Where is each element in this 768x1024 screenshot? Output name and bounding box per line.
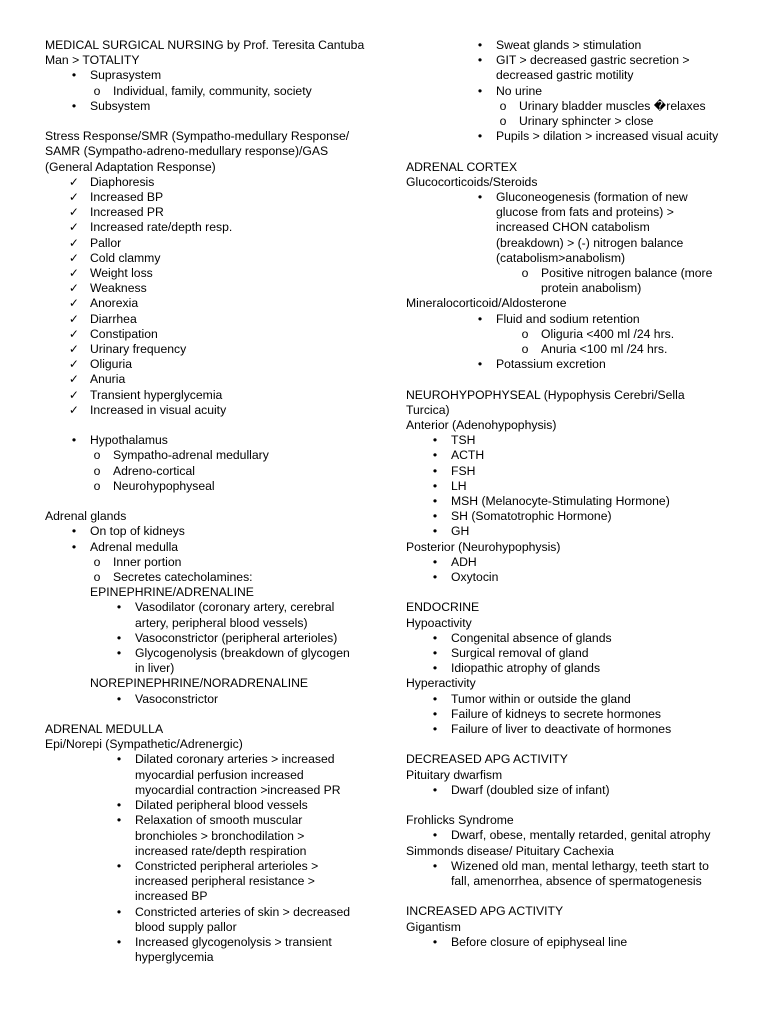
bullet-icon (474, 129, 486, 144)
list-item-continuation (45, 829, 385, 844)
list-item-text: hyperglycemia (135, 950, 214, 965)
list-item-text: artery, peripheral blood vessels) (135, 615, 308, 630)
list-item (45, 631, 385, 646)
blank-line (406, 372, 746, 387)
text-line: Adrenal glands (45, 509, 127, 524)
list-item-text: Potassium excretion (496, 357, 606, 372)
list-item-text: Sweat glands > stimulation (496, 38, 642, 52)
bullet-icon (68, 68, 80, 83)
list-item (45, 403, 385, 418)
list-item (45, 175, 385, 190)
list-item (45, 190, 385, 205)
checkmark-icon (68, 312, 80, 327)
list-item-text: Glycogenolysis (breakdown of glycogen (135, 646, 350, 661)
list-item-text: (breakdown) > (-) nitrogen balance (496, 235, 684, 250)
list-item-text: Failure of kidneys to secrete hormones (451, 706, 661, 721)
list-item-text: Idiopathic atrophy of glands (451, 661, 601, 676)
list-item-text: Pallor (90, 235, 122, 250)
list-item (406, 631, 746, 646)
list-item-text: Diaphoresis (90, 174, 155, 189)
bullet-icon (474, 357, 486, 372)
list-item-continuation (45, 585, 385, 600)
blank-line (45, 494, 385, 509)
list-item-text: Failure of liver to deactivate of hormones (451, 722, 672, 737)
list-item-text: Vasodilator (coronary artery, cerebral (135, 600, 335, 615)
circle-bullet-icon (91, 84, 103, 99)
list-item (45, 935, 385, 950)
text-line: ADRENAL CORTEX (406, 159, 518, 174)
list-item (406, 783, 746, 798)
list-item (406, 53, 746, 68)
list-item-text: Hypothalamus (90, 433, 168, 448)
list-item-text: TSH (451, 433, 476, 448)
list-item-continuation (45, 616, 385, 631)
list-item (45, 236, 385, 251)
list-item-text: in liver) (135, 661, 175, 676)
bullet-icon (113, 798, 125, 813)
list-item (45, 251, 385, 266)
text-line: ADRENAL MEDULLA (45, 722, 164, 737)
list-item-text: Vasoconstrictor (peripheral arterioles) (135, 630, 338, 645)
list-item (406, 99, 746, 114)
bullet-icon (429, 661, 441, 676)
text-line: Posterior (Neurohypophysis) (406, 539, 561, 554)
bullet-icon (474, 84, 486, 99)
list-item (45, 798, 385, 813)
list-item-text: Increased glycogenolysis > transient (135, 934, 332, 949)
list-item-continuation (45, 920, 385, 935)
circle-bullet-icon (519, 342, 531, 357)
list-item-text: bronchioles > bronchodilation > (135, 828, 305, 843)
list-item-text: GIT > decreased gastric secretion > (496, 53, 690, 68)
bullet-icon (474, 312, 486, 327)
list-item-text: Constricted arteries of skin > decreased (135, 904, 351, 919)
text-line: Hyperactivity (406, 676, 476, 691)
list-item (406, 494, 746, 509)
list-item (45, 448, 385, 463)
bullet-icon (474, 53, 486, 68)
list-item (45, 327, 385, 342)
list-item (45, 570, 385, 585)
blank-line (45, 707, 385, 722)
list-item (406, 570, 746, 585)
bullet-icon (113, 692, 125, 707)
list-item (406, 661, 746, 676)
text-line: Frohlicks Syndrome (406, 813, 514, 828)
checkmark-icon (68, 388, 80, 403)
list-item-continuation (45, 676, 385, 691)
list-item-text: Increased rate/depth resp. (90, 220, 233, 235)
list-item-text: ADH (451, 554, 477, 569)
list-item (406, 433, 746, 448)
text-line: Hypoactivity (406, 615, 472, 630)
bullet-icon (113, 646, 125, 661)
checkmark-icon (68, 357, 80, 372)
list-item-text: Constricted peripheral arterioles > (135, 858, 319, 873)
bullet-icon (429, 464, 441, 479)
checkmark-icon (68, 266, 80, 281)
list-item-text: Increased BP (90, 190, 164, 205)
list-item (406, 692, 746, 707)
list-item-text: Neurohypophyseal (113, 478, 215, 493)
list-item-continuation (406, 68, 746, 83)
blank-line (45, 418, 385, 433)
list-item-text: Sympatho-adrenal medullary (113, 448, 269, 463)
text-line: DECREASED APG ACTIVITY (406, 752, 568, 767)
list-item (45, 555, 385, 570)
list-item (45, 646, 385, 661)
text-line: ENDOCRINE (406, 600, 480, 615)
list-item-text: Inner portion (113, 554, 182, 569)
list-item-text: Vasoconstrictor (135, 691, 219, 706)
list-item (45, 464, 385, 479)
list-item (45, 752, 385, 767)
list-item-text: decreased gastric motility (496, 68, 634, 83)
list-item (406, 448, 746, 463)
checkmark-icon (68, 175, 80, 190)
list-item-continuation (45, 661, 385, 676)
bullet-icon (429, 509, 441, 524)
list-item (406, 357, 746, 372)
text-line: NEUROHYPOPHYSEAL (Hypophysis Cerebri/Sella (406, 387, 685, 402)
list-item-text: Relaxation of smooth muscular (135, 813, 303, 828)
bullet-icon (429, 433, 441, 448)
bullet-icon (68, 433, 80, 448)
list-item-text: fall, amenorrhea, absence of spermatogenesis (451, 874, 702, 889)
list-item-text: MSH (Melanocyte-Stimulating Hormone) (451, 494, 670, 509)
bullet-icon (68, 99, 80, 114)
list-item (45, 266, 385, 281)
text-line: Turcica) (406, 402, 450, 417)
list-item-text: Dwarf (doubled size of infant) (451, 782, 610, 797)
left-column (45, 38, 385, 965)
list-item (45, 479, 385, 494)
list-item (45, 813, 385, 828)
list-item-text: Suprasystem (90, 68, 162, 83)
list-item (406, 524, 746, 539)
list-item-text: Congenital absence of glands (451, 630, 612, 645)
list-item (406, 114, 746, 129)
list-item-text: NOREPINEPHRINE/NORADRENALINE (90, 676, 309, 691)
list-item (45, 68, 385, 83)
circle-bullet-icon (91, 479, 103, 494)
bullet-icon (113, 859, 125, 874)
list-item (45, 540, 385, 555)
list-item-text: Oliguria (90, 357, 132, 372)
list-item (406, 935, 746, 950)
checkmark-icon (68, 205, 80, 220)
text-line: Gigantism (406, 919, 461, 934)
list-item (406, 555, 746, 570)
list-item-continuation (45, 874, 385, 889)
list-item-text: Anorexia (90, 296, 139, 311)
bullet-icon (113, 631, 125, 646)
bullet-icon (429, 722, 441, 737)
list-item-text: Oxytocin (451, 570, 499, 585)
bullet-icon (113, 935, 125, 950)
list-item (45, 357, 385, 372)
text-line: Anterior (Adenohypophysis) (406, 418, 557, 433)
list-item (406, 859, 746, 874)
checkmark-icon (68, 327, 80, 342)
list-item-text: SH (Somatotrophic Hormone) (451, 509, 612, 524)
list-item (45, 99, 385, 114)
list-item-text: Positive nitrogen balance (more (541, 266, 713, 281)
bullet-icon (429, 494, 441, 509)
list-item-text: Diarrhea (90, 311, 137, 326)
bullet-icon (429, 448, 441, 463)
list-item (45, 372, 385, 387)
list-item (406, 190, 746, 205)
list-item-text: Gluconeogenesis (formation of new (496, 190, 688, 205)
list-item-text: increased peripheral resistance > (135, 874, 315, 889)
bullet-icon (429, 935, 441, 950)
checkmark-icon (68, 190, 80, 205)
list-item (406, 646, 746, 661)
circle-bullet-icon (519, 327, 531, 342)
list-item-text: FSH (451, 463, 476, 478)
circle-bullet-icon (497, 114, 509, 129)
list-item-text: (catabolism>anabolism) (496, 250, 626, 265)
right-column (406, 38, 746, 950)
list-item-text: Surgical removal of gland (451, 646, 589, 661)
text-line: Mineralocorticoid/Aldosterone (406, 296, 567, 311)
list-item-continuation (406, 874, 746, 889)
list-item-text: Dilated coronary arteries > increased (135, 752, 335, 767)
list-item-text: Tumor within or outside the gland (451, 691, 631, 706)
list-item-text: Urinary frequency (90, 342, 187, 357)
list-item-continuation (406, 236, 746, 251)
list-item (45, 220, 385, 235)
list-item (45, 342, 385, 357)
list-item-text: Increased PR (90, 205, 164, 220)
text-line: SAMR (Sympatho-adreno-medullary response)/GAS (45, 144, 329, 159)
list-item (406, 266, 746, 281)
list-item-text: Dwarf, obese, mentally retarded, genital atrophy (451, 828, 711, 843)
list-item-text: Individual, family, community, society (113, 83, 312, 98)
list-item-text: Weakness (90, 281, 147, 296)
blank-line (406, 737, 746, 752)
list-item-continuation (406, 220, 746, 235)
list-item-text: Adrenal medulla (90, 539, 179, 554)
text-line: Man > TOTALITY (45, 53, 140, 68)
bullet-icon (429, 692, 441, 707)
checkmark-icon (68, 236, 80, 251)
blank-line (406, 798, 746, 813)
list-item (406, 129, 746, 144)
list-item-text: Cold clammy (90, 250, 161, 265)
list-item (45, 905, 385, 920)
bullet-icon (429, 479, 441, 494)
list-item-text: GH (451, 524, 470, 539)
list-item (406, 38, 746, 53)
list-item-text: Secretes catecholamines: (113, 570, 253, 585)
list-item-text: Constipation (90, 326, 158, 341)
list-item-text: increased BP (135, 889, 208, 904)
list-item-text: ACTH (451, 448, 485, 463)
list-item-text: Urinary bladder muscles �relaxes (519, 98, 706, 113)
list-item-text: On top of kidneys (90, 524, 185, 539)
text-line: (General Adaptation Response) (45, 159, 216, 174)
list-item-text: Weight loss (90, 266, 153, 281)
bullet-icon (429, 555, 441, 570)
list-item-continuation (45, 950, 385, 965)
bullet-icon (113, 600, 125, 615)
list-item-text: LH (451, 478, 467, 493)
list-item-text: Urinary sphincter > close (519, 114, 654, 129)
list-item-continuation (406, 251, 746, 266)
bullet-icon (429, 570, 441, 585)
list-item-text: increased CHON catabolism (496, 220, 650, 235)
checkmark-icon (68, 296, 80, 311)
list-item-text: Fluid and sodium retention (496, 311, 640, 326)
list-item (45, 524, 385, 539)
list-item (45, 205, 385, 220)
blank-line (45, 114, 385, 129)
list-item-text: myocardial perfusion increased (135, 767, 304, 782)
text-line: Stress Response/SMR (Sympatho-medullary Response/ (45, 129, 350, 144)
list-item (45, 600, 385, 615)
checkmark-icon (68, 251, 80, 266)
list-item (406, 479, 746, 494)
list-item (45, 281, 385, 296)
checkmark-icon (68, 342, 80, 357)
list-item-text: Dilated peripheral blood vessels (135, 798, 308, 813)
text-line: Pituitary dwarfism (406, 767, 503, 782)
circle-bullet-icon (91, 555, 103, 570)
checkmark-icon (68, 281, 80, 296)
list-item-text: Pupils > dilation > increased visual acuity (496, 129, 719, 144)
list-item-text: No urine (496, 83, 543, 98)
list-item-text: Adreno-cortical (113, 463, 195, 478)
list-item-text: Wizened old man, mental lethargy, teeth start to (451, 858, 709, 873)
list-item-text: Anuria <100 ml /24 hrs. (541, 342, 668, 357)
blank-line (406, 585, 746, 600)
list-item-text: glucose from fats and proteins) > (496, 205, 674, 220)
list-item-continuation (406, 281, 746, 296)
list-item-text: Oliguria <400 ml /24 hrs. (541, 326, 675, 341)
circle-bullet-icon (91, 448, 103, 463)
bullet-icon (429, 859, 441, 874)
bullet-icon (429, 828, 441, 843)
bullet-icon (429, 646, 441, 661)
list-item (406, 828, 746, 843)
list-item-text: Increased in visual acuity (90, 402, 227, 417)
list-item-continuation (45, 783, 385, 798)
list-item-text: blood supply pallor (135, 919, 237, 934)
list-item (406, 722, 746, 737)
list-item-text: protein anabolism) (541, 281, 642, 296)
text-line: MEDICAL SURGICAL NURSING by Prof. Teresita Cantuba (45, 38, 365, 52)
circle-bullet-icon (519, 266, 531, 281)
list-item-text: increased rate/depth respiration (135, 843, 307, 858)
blank-line (406, 889, 746, 904)
bullet-icon (429, 783, 441, 798)
list-item (406, 327, 746, 342)
circle-bullet-icon (497, 99, 509, 114)
list-item-continuation (406, 205, 746, 220)
bullet-icon (474, 38, 486, 53)
bullet-icon (113, 752, 125, 767)
list-item (45, 859, 385, 874)
circle-bullet-icon (91, 464, 103, 479)
list-item-continuation (45, 889, 385, 904)
list-item (406, 464, 746, 479)
text-line: Glucocorticoids/Steroids (406, 174, 538, 189)
checkmark-icon (68, 372, 80, 387)
list-item (406, 509, 746, 524)
list-item (45, 692, 385, 707)
list-item-text: Anuria (90, 372, 126, 387)
bullet-icon (113, 813, 125, 828)
list-item-continuation (45, 844, 385, 859)
list-item (406, 312, 746, 327)
list-item (45, 388, 385, 403)
checkmark-icon (68, 403, 80, 418)
list-item (45, 296, 385, 311)
bullet-icon (68, 540, 80, 555)
bullet-icon (429, 524, 441, 539)
text-line: INCREASED APG ACTIVITY (406, 904, 564, 919)
bullet-icon (429, 707, 441, 722)
bullet-icon (429, 631, 441, 646)
bullet-icon (474, 190, 486, 205)
list-item-text: myocardial contraction >increased PR (135, 782, 341, 797)
list-item (406, 84, 746, 99)
text-line: Simmonds disease/ Pituitary Cachexia (406, 843, 614, 858)
list-item-text: Subsystem (90, 98, 151, 113)
circle-bullet-icon (91, 570, 103, 585)
list-item (45, 312, 385, 327)
list-item-text: EPINEPHRINE/ADRENALINE (90, 585, 254, 600)
list-item (45, 84, 385, 99)
bullet-icon (113, 905, 125, 920)
text-line: Epi/Norepi (Sympathetic/Adrenergic) (45, 737, 243, 752)
bullet-icon (68, 524, 80, 539)
list-item-text: Before closure of epiphyseal line (451, 934, 628, 949)
list-item (406, 707, 746, 722)
list-item (45, 433, 385, 448)
list-item-continuation (45, 768, 385, 783)
blank-line (406, 144, 746, 159)
checkmark-icon (68, 220, 80, 235)
list-item (406, 342, 746, 357)
list-item-text: Transient hyperglycemia (90, 387, 223, 402)
